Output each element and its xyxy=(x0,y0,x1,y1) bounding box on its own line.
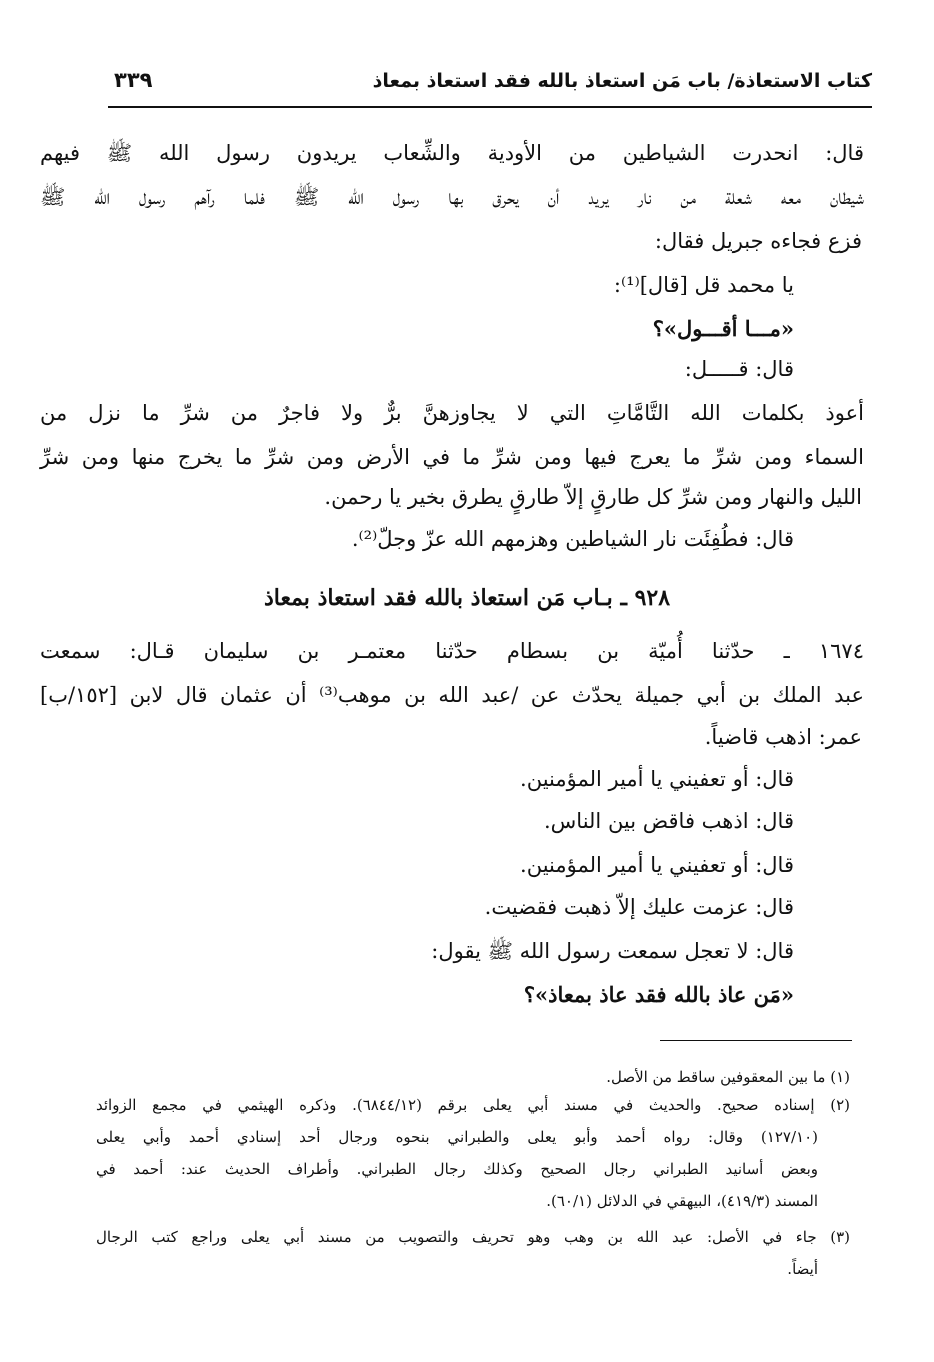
body-line: السماء ومن شرِّ ما يعرج فيها ومن شرِّ ما في الأرض ومن شرِّ ما يخرج منها ومن شرِّ xyxy=(40,445,864,469)
body-line: قال: انحدرت الشياطين من الأودية والشِّعاب يريدون رسول الله ﷺ فيهم xyxy=(40,141,864,165)
dialogue-line: قال: لا تعجل سمعت رسول الله ﷺ يقول: xyxy=(431,939,794,963)
page-number: ٣٣٩ xyxy=(114,68,153,92)
dialogue-line: قال: اذهب فاقض بين الناس. xyxy=(543,809,794,833)
body-line: شيطان معه شعلة من نار يريد أن يحرق بها رسول الله ﷺ فلما رآهم رسول الله ﷺ xyxy=(40,185,864,209)
body-line: يا محمد قل [قال]⁽¹⁾: xyxy=(613,273,794,297)
dialogue-line: قال: أو تعفيني يا أمير المؤمنين. xyxy=(520,853,794,877)
page-header xyxy=(108,62,872,108)
quoted-question: «مَن عاذ بالله فقد عاذ بمعاذ»؟ xyxy=(523,982,794,1007)
hadith-line: عمر: اذهب قاضياً. xyxy=(704,725,862,749)
footnote: وبعض أسانيد الطبراني رجال الصحيح وكذلك رجال الطبراني. وأطراف الحديث عند: أحمد في xyxy=(96,1160,818,1178)
dialogue-line: قال: عزمت عليك إلاّ ذهبت فقضيت. xyxy=(484,895,794,919)
footnote: (١) ما بين المعقوفين ساقط من الأصل. xyxy=(606,1068,850,1086)
footnote: (٢) إسناده صحيح. والحديث في مسند أبي يعلى برقم (٦٨٤٤/١٢). وذكره الهيثمي في مجمع الزوائد xyxy=(96,1096,850,1114)
quoted-question: «مـــا أقـــول»؟ xyxy=(652,316,794,341)
footnote: المسند (٤١٩/٣)، البيهقي في الدلائل (٦٠/١). xyxy=(546,1192,818,1210)
hadith-line: ١٦٧٤ ـ حدّثنا أُميّة بن بسطام حدّثنا معتمـر بن سليمان قـال: سمعت xyxy=(40,639,864,663)
body-line: قال: قـــــل: xyxy=(684,357,794,381)
footnote: أيضاً. xyxy=(787,1260,818,1278)
hadith-line: عبد الملك بن أبي جميلة يحدّث عن /عبد الله بن موهب⁽³⁾ أن عثمان قال لابن [١٥٢/ب] xyxy=(40,683,864,707)
body-line: الليل والنهار ومن شرِّ كل طارقٍ إلاّ طارقٍ يطرق بخير يا رحمن. xyxy=(324,485,862,509)
body-line: أعوذ بكلمات الله التَّامَّاتِ التي لا يجاوزهنَّ برٌّ ولا فاجرٌ من شرِّ ما نزل من xyxy=(40,401,864,425)
running-title: كتاب الاستعاذة/ باب مَن استعاذ بالله فقد استعاذ بمعاذ xyxy=(372,70,872,92)
footnote-separator xyxy=(660,1040,852,1041)
footnote: (٣) جاء في الأصل: عبد الله بن وهب وهو تحريف والتصويب من مسند أبي يعلى وراجع كتب الرجال xyxy=(96,1228,850,1246)
body-line: فزع فجاءه جبريل فقال: xyxy=(654,229,862,253)
dialogue-line: قال: أو تعفيني يا أمير المؤمنين. xyxy=(520,767,794,791)
footnote: (١٢٧/١٠) وقال: رواه أحمد وأبو يعلى والطبراني بنحوه ورجال أحد إسنادي أحمد وأبي يعلى xyxy=(96,1128,818,1146)
body-line: قال: فطُفِئَت نار الشياطين وهزمهم الله عزّ وجلّ⁽²⁾. xyxy=(351,527,794,551)
chapter-heading: ٩٢٨ ـ بـاب مَن استعاذ بالله فقد استعاذ بمعاذ xyxy=(263,585,671,611)
